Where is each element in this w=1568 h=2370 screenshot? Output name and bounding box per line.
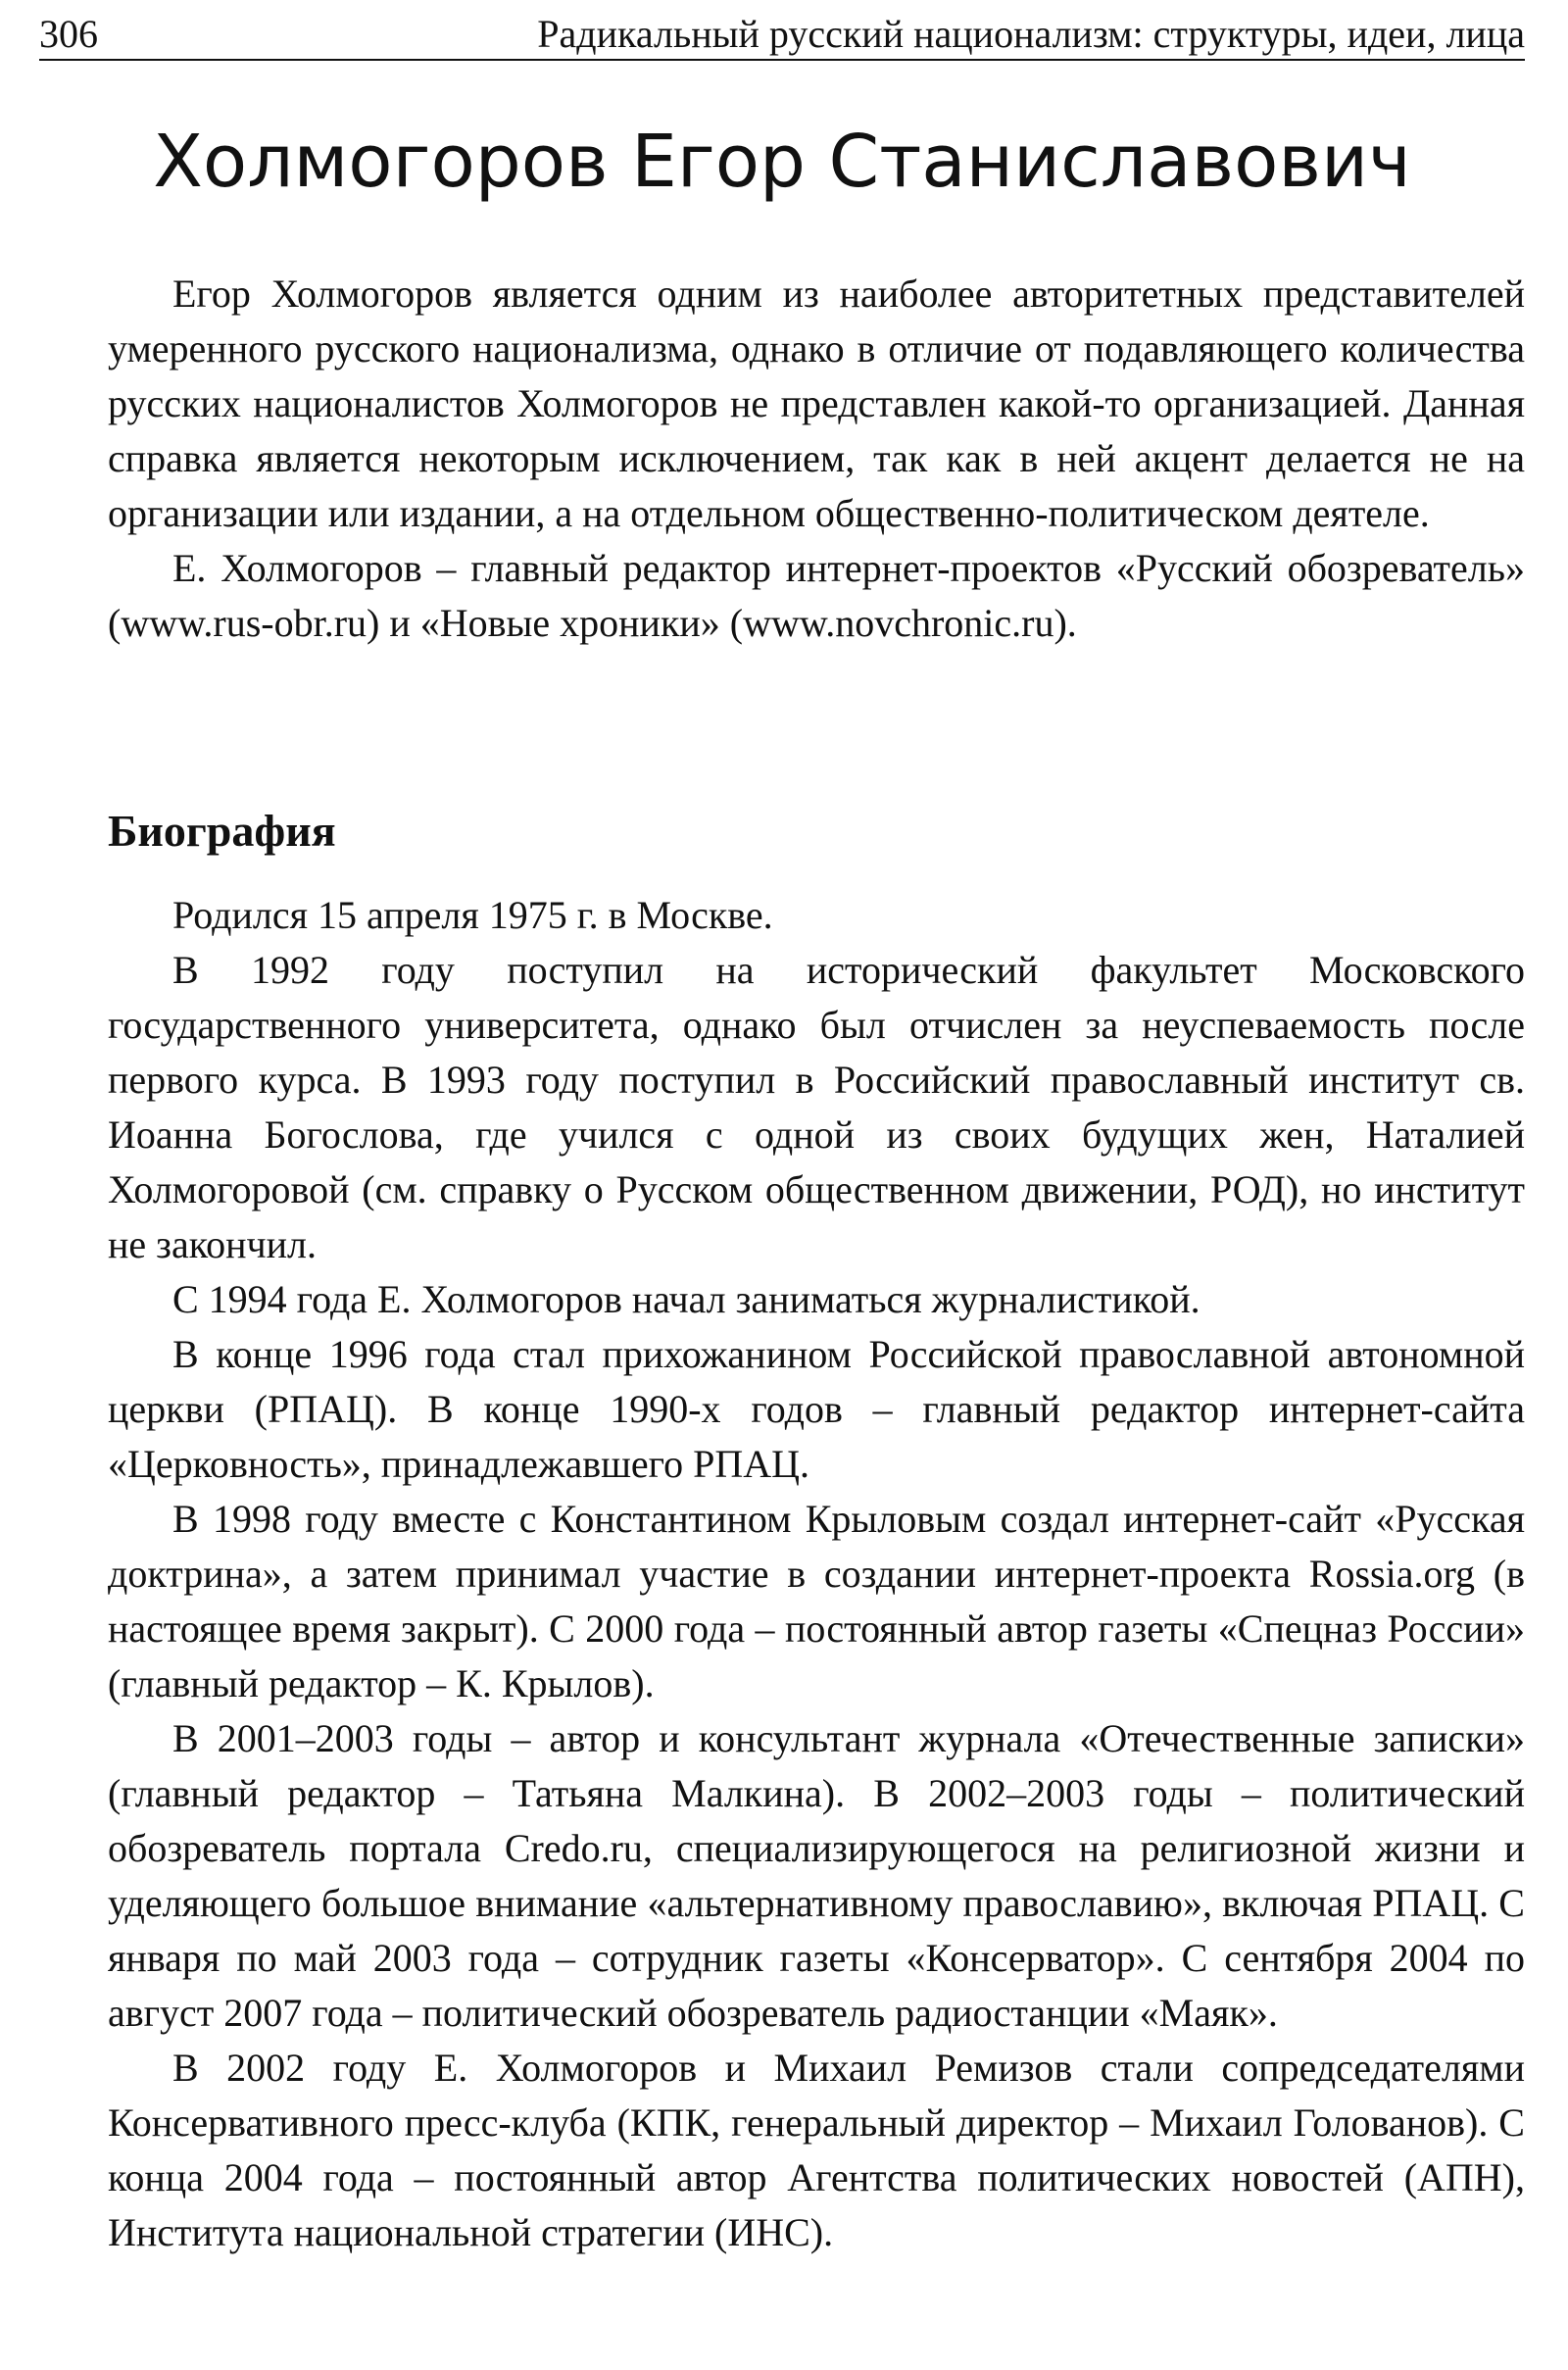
biography-paragraph-6: В 2001–2003 годы – автор и консультант журнала «Отечественные записки» (главный редактор – Татьяна Малкина). В 2002–2003 годы – политический обозреватель портала Credo.ru, специализирующегося на религиозной жизни и уделяющего большое внимание «альтернативному православию», включая РПАЦ. С января по май 2003 года – сотрудник газеты «Консерватор». С сентября 2004 по август 2007 года – политический обозреватель радиостанции «Маяк». — [108, 1716, 1525, 2035]
article-title: Холмогоров Егор Станиславович — [153, 120, 1411, 204]
biography-paragraph-1: Родился 15 апреля 1975 г. в Москве. — [172, 893, 773, 937]
biography-paragraph-3: С 1994 года Е. Холмогоров начал заниматься журналистикой. — [172, 1277, 1200, 1321]
intro-paragraph-1: Егор Холмогоров является одним из наиболее авторитетных представителей умеренного русского национализма, однако в отличие от подавляющего количества русских националистов Холмогоров не представлен какой-то организацией. Данная справка является некоторым исключением, так как в ней акцент делается не на организации или издании, а на отдельном общественно-политическом деятеле. — [108, 272, 1525, 535]
biography-block — [108, 888, 1525, 2260]
biography-paragraph-4: В конце 1996 года стал прихожанином Российской православной автономной церкви (РПАЦ). В конце 1990-х годов – главный редактор интернет-сайта «Церковность», принадлежавшего РПАЦ. — [108, 1332, 1525, 1486]
biography-paragraph-7: В 2002 году Е. Холмогоров и Михаил Ремизов стали сопредседателями Консервативного пресс-клуба (КПК, генеральный директор – Михаил Голованов). С конца 2004 года – постоянный автор Агентства политических новостей (АПН), Института национальной стратегии (ИНС). — [108, 2046, 1525, 2254]
intro-block — [108, 267, 1525, 651]
page-number: 306 — [39, 12, 98, 56]
biography-paragraph-2: В 1992 году поступил на исторический факультет Московского государственного университета, однако был отчислен за неуспеваемость после первого курса. В 1993 году поступил в Российский православный институт св. Иоанна Богослова, где учился с одной из своих будущих жен, Наталией Холмогоровой (см. справку о Русском общественном движении, РОД), но институт не закончил. — [108, 948, 1525, 1266]
section-heading-biography: Биография — [108, 806, 336, 856]
intro-paragraph-2: Е. Холмогоров – главный редактор интернет-проектов «Русский обозреватель» (www.rus-obr.ru) и «Новые хроники» (www.novchronic.ru). — [108, 546, 1525, 645]
book-page — [39, 0, 1525, 2370]
biography-paragraph-5: В 1998 году вместе с Константином Крыловым создал интернет-сайт «Русская доктрина», а затем принимал участие в создании интернет-проекта Rossia.org (в настоящее время закрыт). С 2000 года – постоянный автор газеты «Спецназ России» (главный редактор – К. Крылов). — [108, 1497, 1525, 1705]
running-head — [39, 12, 1525, 61]
running-title: Радикальный русский национализм: структуры, идеи, лица — [537, 12, 1525, 56]
